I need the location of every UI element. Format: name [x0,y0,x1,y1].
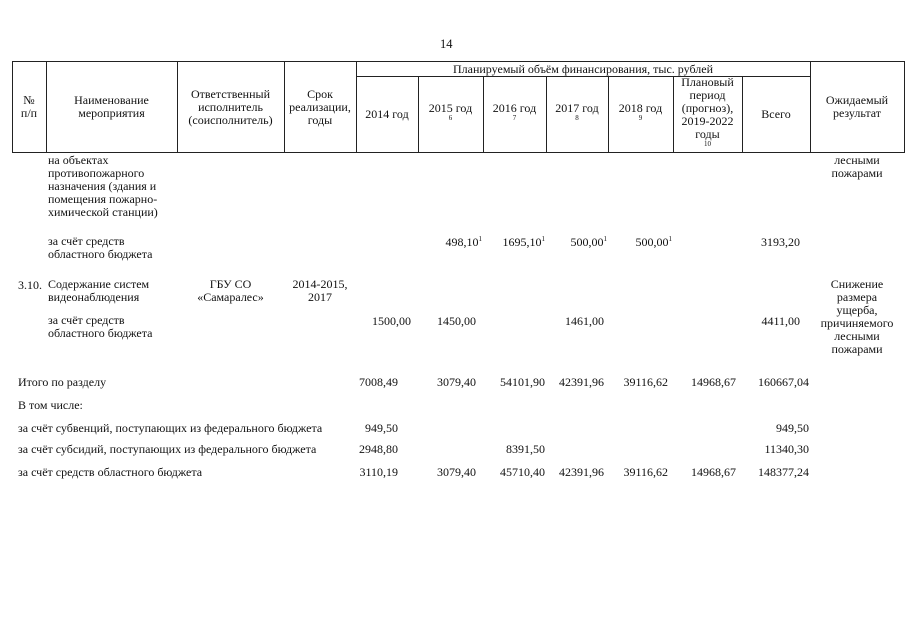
summary-value-v2014: 3110,19 [359,465,398,479]
header-financing-group: Планируемый объём финансирования, тыс. рублей [452,61,713,76]
summary-value-v2016: 45710,40 [500,465,545,479]
header-term: Срок реализации, годы [289,86,351,127]
header-2017: 2017 год $^8$ [555,100,599,122]
summary-value-total: 148377,24 [758,465,809,479]
cont-value-2016: 1695,10$^1$ [502,235,545,249]
summary-value-plan: 14968,67 [691,375,736,389]
summary-value-v2016: 54101,90 [500,375,545,389]
summary-row-label: за счёт субсидий, поступающих из федерального бюджета [18,442,317,456]
summary-value-v2018: 39116,62 [623,375,668,389]
row-3-10-number: 3.10. [18,278,42,292]
summary-value-v2016: 8391,50 [506,442,545,456]
cont-result: лесными пожарами [831,153,883,180]
header-result: Ожидаемый результат [825,93,889,120]
header-executor: Ответственный исполнитель (соисполнитель) [188,86,273,127]
row-3-10-value-2015: 1450,00 [437,314,476,328]
header-2018: 2018 год $^9$ [618,100,663,122]
summary-value-v2018: 39116,62 [623,465,668,479]
summary-row-label: за счёт субвенций, поступающих из федерального бюджета [18,421,323,435]
row-3-10-executor: ГБУ СО «Самаралес» [197,277,264,304]
row-3-10-term: 2014-2015, 2017 [292,277,348,304]
header-name: Наименование мероприятия [74,93,149,120]
summary-value-v2015: 3079,40 [437,465,476,479]
summary-value-v2014: 949,50 [365,421,398,435]
page-number: 14 [440,37,453,51]
header-plan-period: Плановый период (прогноз), 2019-2022 годы $^{10}$ [681,74,734,148]
summary-value-v2017: 42391,96 [559,465,604,479]
row-3-10-result: Снижение размера ущерба, причиняемого лесными пожарами [820,277,894,356]
summary-value-plan: 14968,67 [691,465,736,479]
header-total: Всего [761,107,791,121]
row-3-10-value-2017: 1461,00 [565,314,604,328]
summary-value-v2014: 2948,80 [359,442,398,456]
header-bottom-border [12,152,905,153]
cont-source: за счёт средств областного бюджета [48,234,153,261]
summary-value-total: 949,50 [776,421,809,435]
summary-value-total: 160667,04 [758,375,809,389]
row-3-10-value-total: 4411,00 [761,314,800,328]
summary-value-v2014: 7008,49 [359,375,398,389]
cont-value-2018: 500,00$^1$ [635,235,672,249]
cont-value-total: 3193,20 [761,235,800,249]
header-2016: 2016 год $^7$ [492,100,537,122]
header-2014: 2014 год [365,107,409,121]
summary-value-v2017: 42391,96 [559,375,604,389]
row-3-10-source: за счёт средств областного бюджета [48,313,153,340]
row-3-10-value-2014: 1500,00 [372,314,411,328]
header-2015: 2015 год $^6$ [428,100,473,122]
header-num: № п/п [20,93,38,120]
summary-row-label: В том числе: [18,398,83,412]
summary-value-v2015: 3079,40 [437,375,476,389]
cont-name: на объектах противопожарного назначения (здания и помещения пожарно- химической станции) [48,153,158,219]
cont-value-2017: 500,00$^1$ [570,235,607,249]
summary-row-label: Итого по разделу [18,375,107,389]
summary-value-total: 11340,30 [764,442,809,456]
cont-value-2015: 498,10$^1$ [445,235,482,249]
summary-row-label: за счёт средств областного бюджета [18,465,203,479]
row-3-10-name: Содержание систем видеонаблюдения [48,277,150,304]
